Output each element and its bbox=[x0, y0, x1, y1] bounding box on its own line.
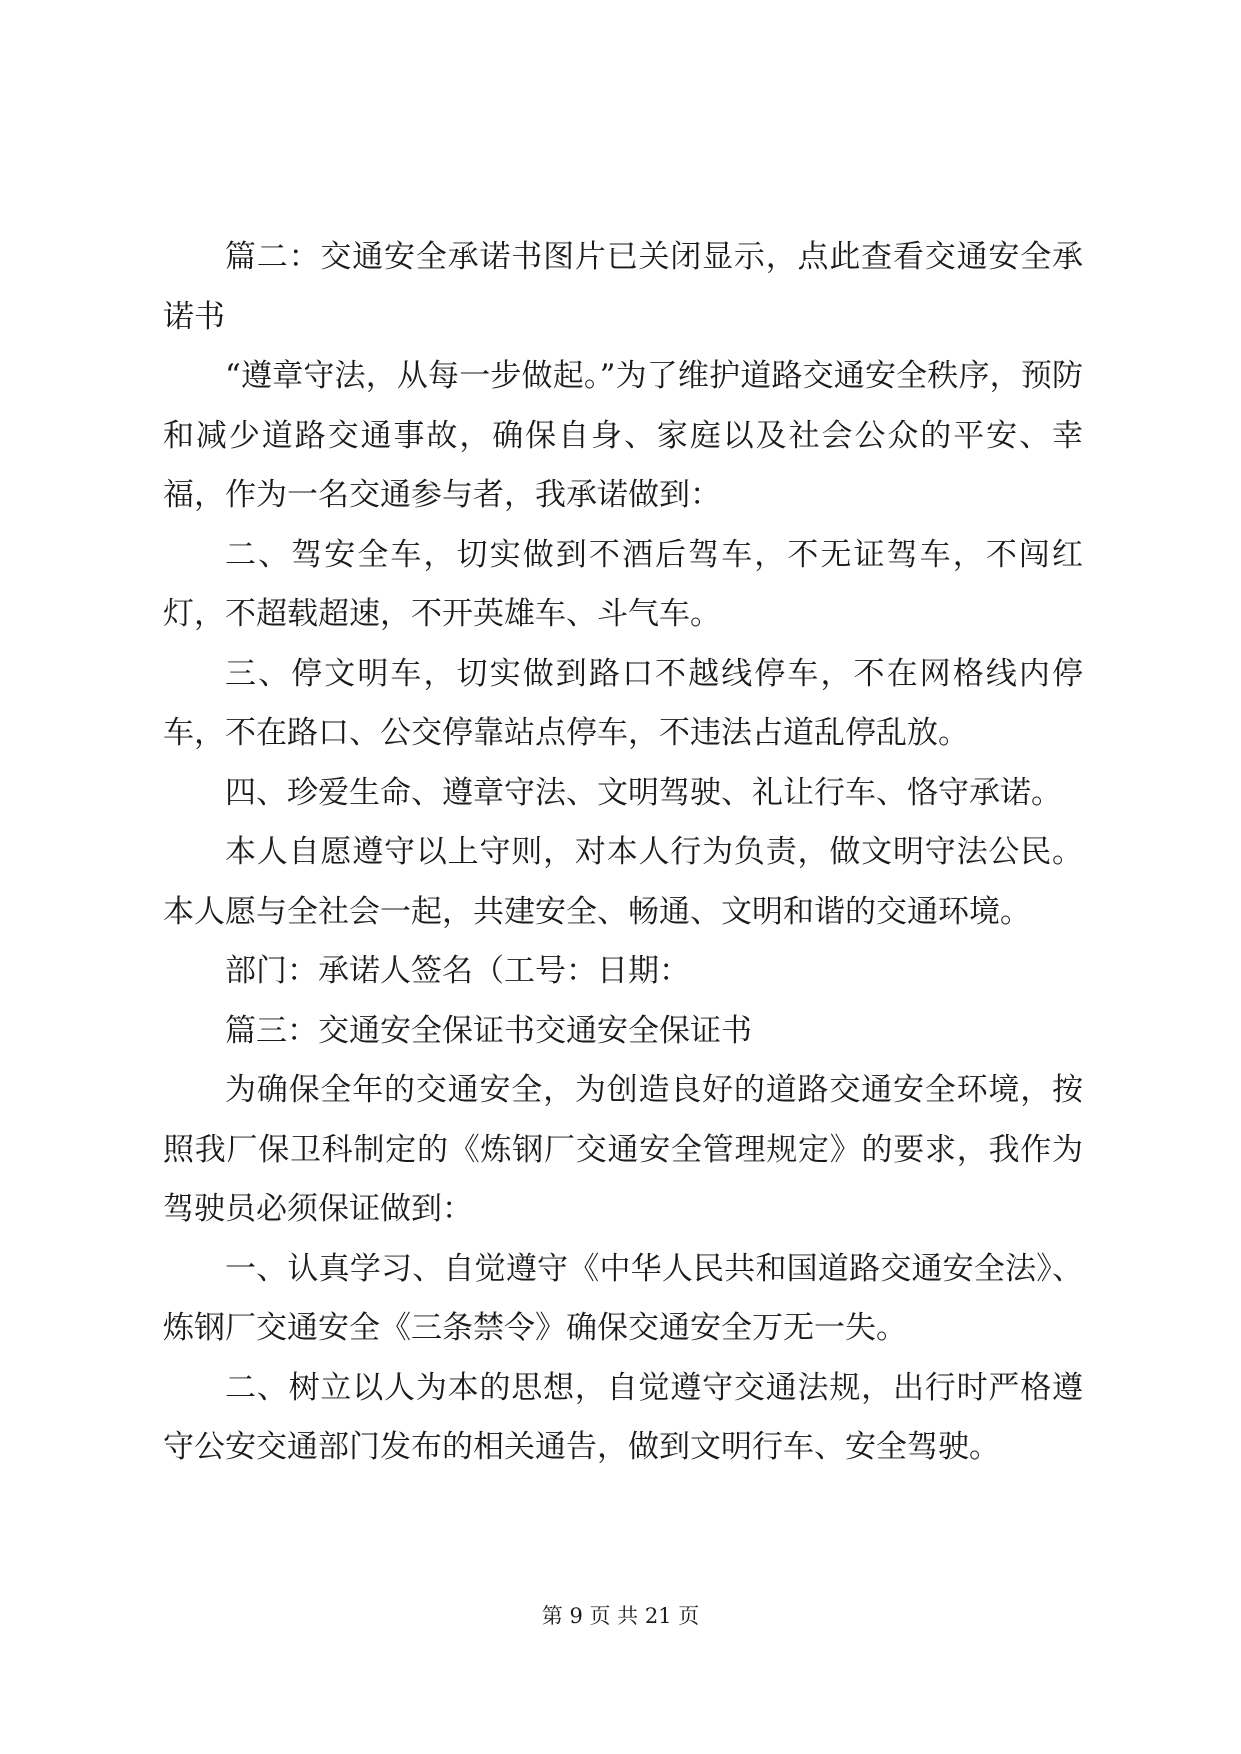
paragraph-pledge-item-4: 四、珍爱生命、遵章守法、文明驾驶、礼让行车、恪守承诺。 bbox=[225, 774, 1062, 811]
paragraph-pledge-conclusion: 本人自愿遵守以上守则，对本人行为负责，做文明守法公民。本人愿与全社会一起，共建安全、畅通、文明和谐的交通环境。 bbox=[163, 834, 1083, 930]
paragraph-guarantee-item-1: 一、认真学习、自觉遵守《中华人民共和国道路交通安全法》、炼钢厂交通安全《三条禁令》确保交通安全万无一失。 bbox=[163, 1250, 1083, 1346]
paragraph-pledge-item-3: 三、停文明车，切实做到路口不越线停车，不在网格线内停车，不在路口、公交停靠站点停车，不违法占道乱停乱放。 bbox=[163, 655, 1083, 751]
document-body bbox=[163, 228, 1083, 1478]
paragraph-guarantee-intro: 为确保全年的交通安全，为创造良好的道路交通安全环境，按照我厂保卫科制定的《炼钢厂交通安全管理规定》的要求，我作为驾驶员必须保证做到： bbox=[163, 1072, 1083, 1227]
paragraph-section-three-title: 篇三：交通安全保证书交通安全保证书 bbox=[225, 1012, 752, 1049]
paragraph-signature-line: 部门：承诺人签名（工号：日期： bbox=[225, 953, 690, 989]
paragraph-pledge-intro: “遵章守法，从每一步做起。”为了维护道路交通安全秩序，预防和减少道路交通事故，确保自身、家庭以及社会公众的平安、幸福，作为一名交通参与者，我承诺做到： bbox=[163, 358, 1083, 513]
paragraph-guarantee-item-2: 二、树立以人为本的思想，自觉遵守交通法规，出行时严格遵守公安交通部门发布的相关通告，做到文明行车、安全驾驶。 bbox=[163, 1369, 1083, 1465]
paragraph-pledge-item-2: 二、驾安全车，切实做到不酒后驾车，不无证驾车，不闯红灯，不超载超速，不开英雄车、斗气车。 bbox=[163, 536, 1083, 632]
page-number-footer: 第 9 页 共 21 页 bbox=[541, 1604, 700, 1628]
paragraph-section-two-title: 篇二：交通安全承诺书图片已关闭显示，点此查看交通安全承诺书 bbox=[163, 239, 1083, 335]
